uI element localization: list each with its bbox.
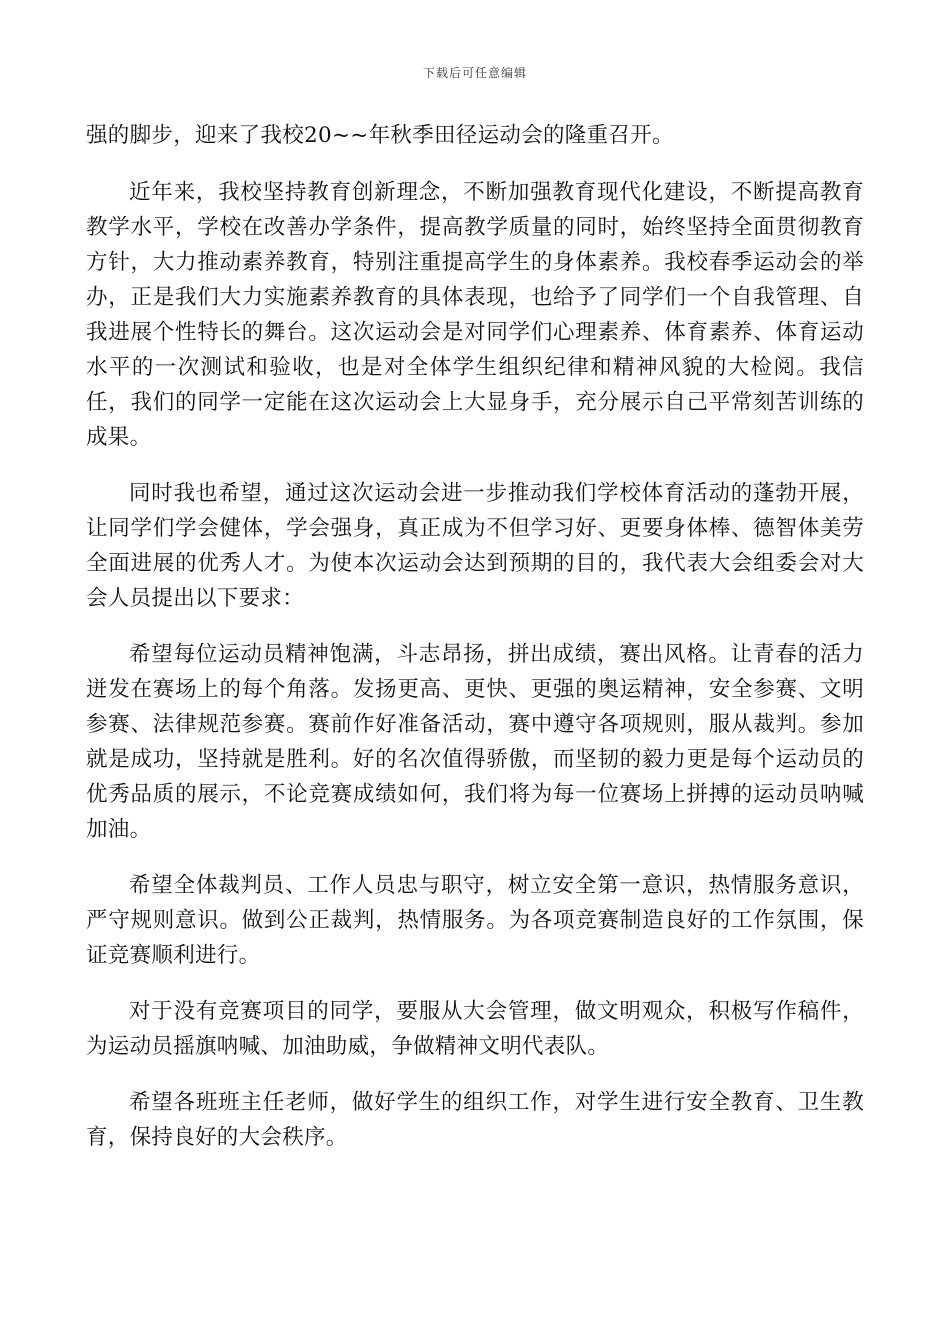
- paragraph-teachers: 希望各班班主任老师，做好学生的组织工作，对学生进行安全教育、卫生教育，保持良好的大会秩序。: [86, 1090, 864, 1150]
- paragraph-spectators: 对于没有竞赛项目的同学，要服从大会管理，做文明观众，积极写作稿件，为运动员摇旗呐喊、加油助威，争做精神文明代表队。: [86, 999, 864, 1059]
- document-body: [86, 118, 864, 1176]
- page-header: 下载后可任意编辑: [422, 66, 527, 80]
- paragraph-referees: 希望全体裁判员、工作人员忠与职守，树立安全第一意识，热情服务意识，严守规则意识。做到公正裁判，热情服务。为各项竞赛制造良好的工作氛围，保证竞赛顺利进行。: [86, 873, 864, 968]
- paragraph-athletes: 希望每位运动员精神饱满，斗志昂扬，拼出成绩，赛出风格。让青春的活力迸发在赛场上的每个角落。发扬更高、更快、更强的奥运精神，安全参赛、文明参赛、法律规范参赛。赛前作好准备活动，赛中遵守各项规则，服从裁判。参加就是成功，坚持就是胜利。好的名次值得骄傲，而坚韧的毅力更是每个运动员的优秀品质的展示，不论竞赛成绩如何，我们将为每一位赛场上拼搏的运动员呐喊加油。: [86, 642, 864, 842]
- paragraph-recent-years: 近年来，我校坚持教育创新理念，不断加强教育现代化建设，不断提高教育教学水平，学校在改善办学条件，提高教学质量的同时，始终坚持全面贯彻教育方针，大力推动素养教育，特别注重提高学生的身体素养。我校春季运动会的举办，正是我们大力实施素养教育的具体表现，也给予了同学们一个自我管理、自我进展个性特长的舞台。这次运动会是对同学们心理素养、体育素养、体育运动水平的一次测试和验收，也是对全体学生组织纪律和精神风貌的大检阅。我信任，我们的同学一定能在这次运动会上大显身手，充分展示自己平常刻苦训练的成果。: [86, 180, 864, 450]
- paragraph-continuation: 强的脚步，迎来了我校20~~年秋季田径运动会的隆重召开。: [86, 123, 674, 148]
- paragraph-hope-promotion: 同时我也希望，通过这次运动会进一步推动我们学校体育活动的蓬勃开展，让同学们学会健体，学会强身，真正成为不但学习好、更要身体棒、德智体美劳全面进展的优秀人才。为使本次运动会达到预期的目的，我代表大会组委会对大会人员提出以下要求：: [86, 481, 864, 611]
